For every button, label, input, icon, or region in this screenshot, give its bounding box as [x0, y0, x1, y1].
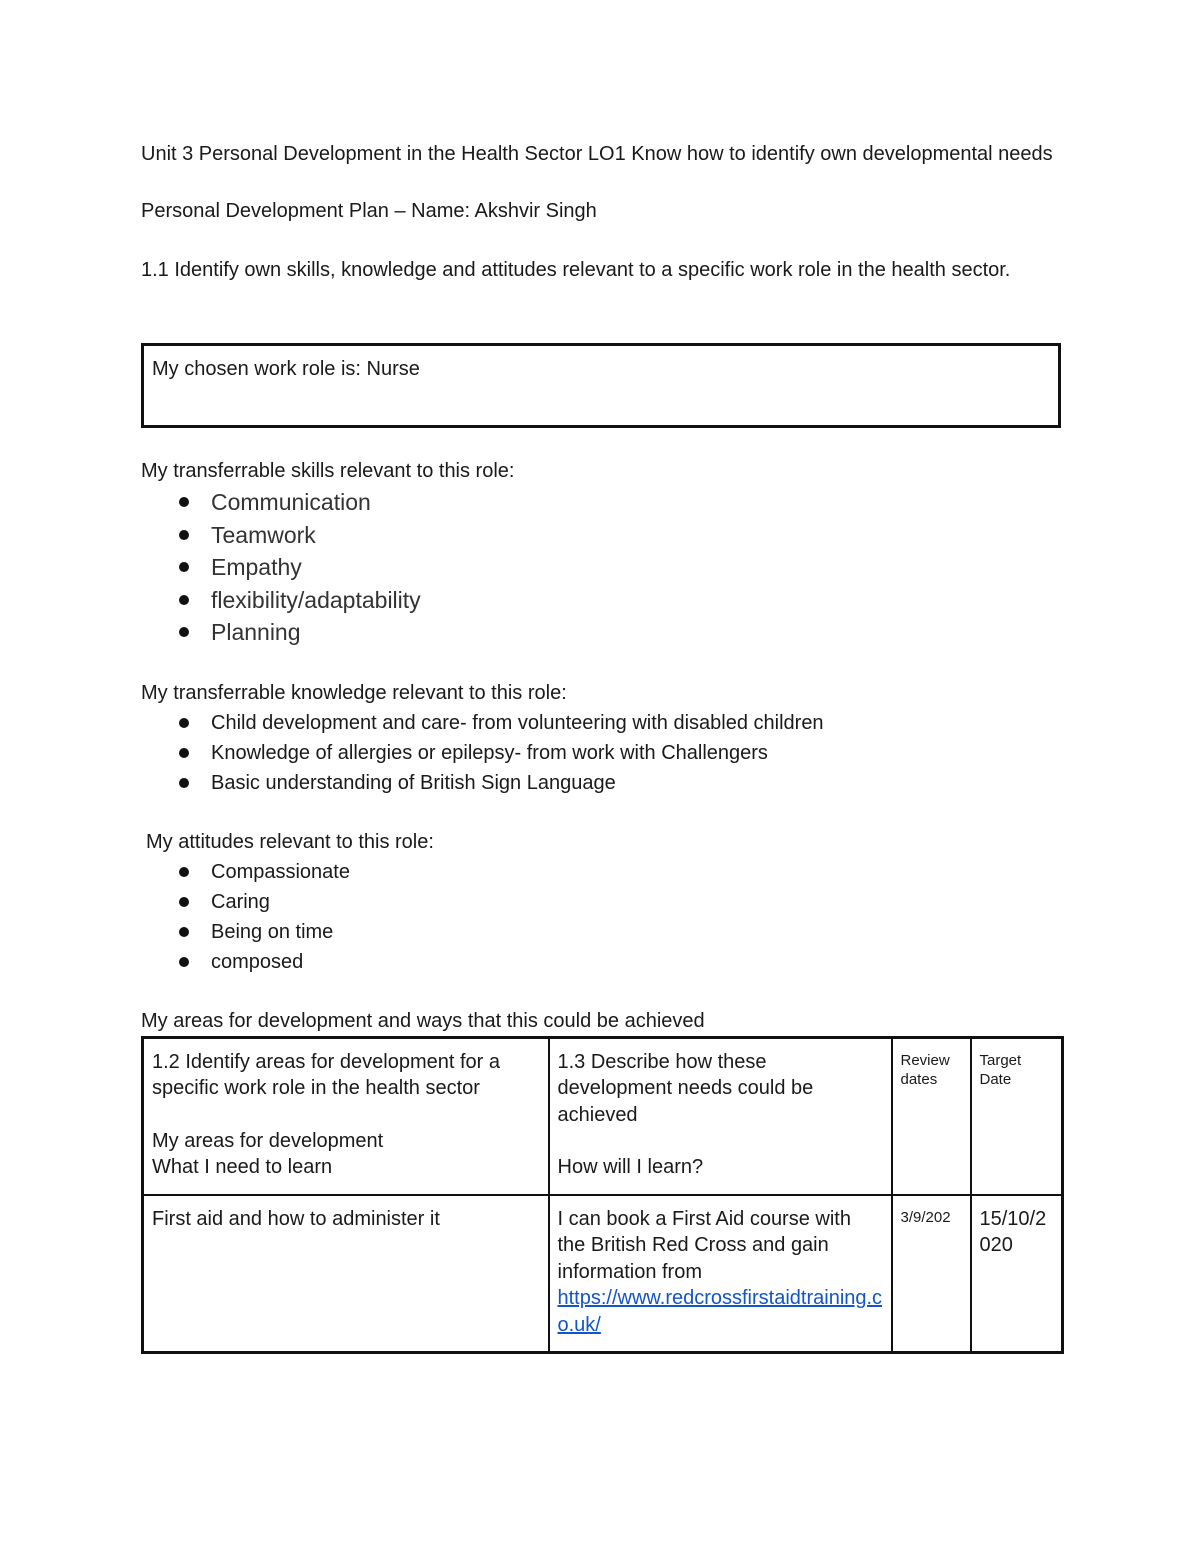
- header-review-cell: [892, 1037, 971, 1195]
- bullet-icon: [179, 867, 189, 877]
- list-item-text: Basic understanding of British Sign Language: [211, 771, 616, 794]
- areas-heading: My areas for development and ways that this could be achieved: [141, 1009, 705, 1032]
- table-row: [143, 1195, 1063, 1353]
- knowledge-list: [141, 708, 1063, 798]
- header-how-cell: [549, 1037, 892, 1195]
- attitudes-heading: My attitudes relevant to this role:: [146, 830, 434, 853]
- area-cell: [143, 1195, 549, 1353]
- pdp-name-line: Personal Development Plan – Name: Akshvir Singh: [141, 200, 597, 222]
- review-date-cell: [892, 1195, 971, 1353]
- attitudes-list: [141, 857, 1063, 977]
- list-item: [141, 857, 1063, 887]
- list-item: [141, 887, 1063, 917]
- list-item-text: Planning: [211, 619, 301, 645]
- bullet-icon: [179, 497, 189, 507]
- list-item-text: flexibility/adaptability: [211, 586, 421, 613]
- header-areas-label: My areas for development: [152, 1129, 384, 1152]
- how-cell: [549, 1195, 892, 1353]
- list-item: [141, 738, 1063, 768]
- list-item: [141, 519, 1063, 552]
- development-table: [141, 1036, 1064, 1354]
- review-date-text: 3/9/202: [900, 1208, 951, 1226]
- bullet-icon: [179, 748, 189, 758]
- bullet-icon: [179, 562, 189, 572]
- bullet-icon: [179, 778, 189, 788]
- table-header-row: [143, 1037, 1063, 1195]
- header-areas-objective: 1.2 Identify areas for development for a specific work role in the health sector: [152, 1050, 500, 1099]
- list-item: [141, 947, 1063, 977]
- header-areas-cell: [143, 1037, 549, 1195]
- work-role-box: [141, 343, 1061, 428]
- list-item: [141, 584, 1063, 617]
- list-item-text: Empathy: [211, 554, 302, 580]
- bullet-icon: [179, 595, 189, 605]
- list-item-text: Communication: [211, 489, 371, 515]
- learning-objective: 1.1 Identify own skills, knowledge and attitudes relevant to a specific work role in the health sector.: [141, 259, 1011, 281]
- how-text: I can book a First Aid course with the British Red Cross and gain information from: [557, 1207, 851, 1283]
- knowledge-heading: My transferrable knowledge relevant to this role:: [141, 681, 567, 704]
- header-how-label: How will I learn?: [557, 1156, 704, 1178]
- bullet-icon: [179, 957, 189, 967]
- area-text: First aid and how to administer it: [152, 1207, 440, 1230]
- red-cross-link[interactable]: https://www.redcrossfirstaidtraining.co.uk/: [557, 1287, 883, 1336]
- list-item-text: Compassionate: [211, 860, 350, 883]
- list-item-text: Being on time: [211, 920, 334, 943]
- document-page: [141, 140, 1063, 1354]
- list-item-text: composed: [211, 950, 304, 973]
- list-item: [141, 551, 1063, 584]
- list-item: [141, 708, 1063, 738]
- target-date-text: 15/10/2020: [979, 1207, 1047, 1256]
- bullet-icon: [179, 718, 189, 728]
- header-target-cell: [971, 1037, 1063, 1195]
- bullet-icon: [179, 897, 189, 907]
- bullet-icon: [179, 627, 189, 637]
- bullet-icon: [179, 530, 189, 540]
- skills-heading: My transferrable skills relevant to this role:: [141, 460, 515, 482]
- list-item-text: Knowledge of allergies or epilepsy- from work with Challengers: [211, 741, 768, 764]
- list-item: [141, 616, 1063, 649]
- document-title: Unit 3 Personal Development in the Health Sector LO1 Know how to identify own developmental needs: [141, 143, 1053, 165]
- list-item-text: Teamwork: [211, 521, 316, 548]
- list-item: [141, 917, 1063, 947]
- list-item-text: Child development and care- from volunteering with disabled children: [211, 711, 824, 734]
- list-item: [141, 486, 1063, 519]
- skills-list: [141, 486, 1063, 649]
- work-role-text: My chosen work role is: Nurse: [152, 358, 420, 380]
- header-target-label: Target Date: [979, 1051, 1022, 1088]
- header-review-label: Review dates: [900, 1051, 950, 1088]
- header-learn-label: What I need to learn: [152, 1156, 333, 1178]
- list-item: [141, 768, 1063, 798]
- target-date-cell: [971, 1195, 1063, 1353]
- header-how-objective: 1.3 Describe how these development needs could be achieved: [557, 1050, 814, 1126]
- list-item-text: Caring: [211, 890, 270, 913]
- bullet-icon: [179, 927, 189, 937]
